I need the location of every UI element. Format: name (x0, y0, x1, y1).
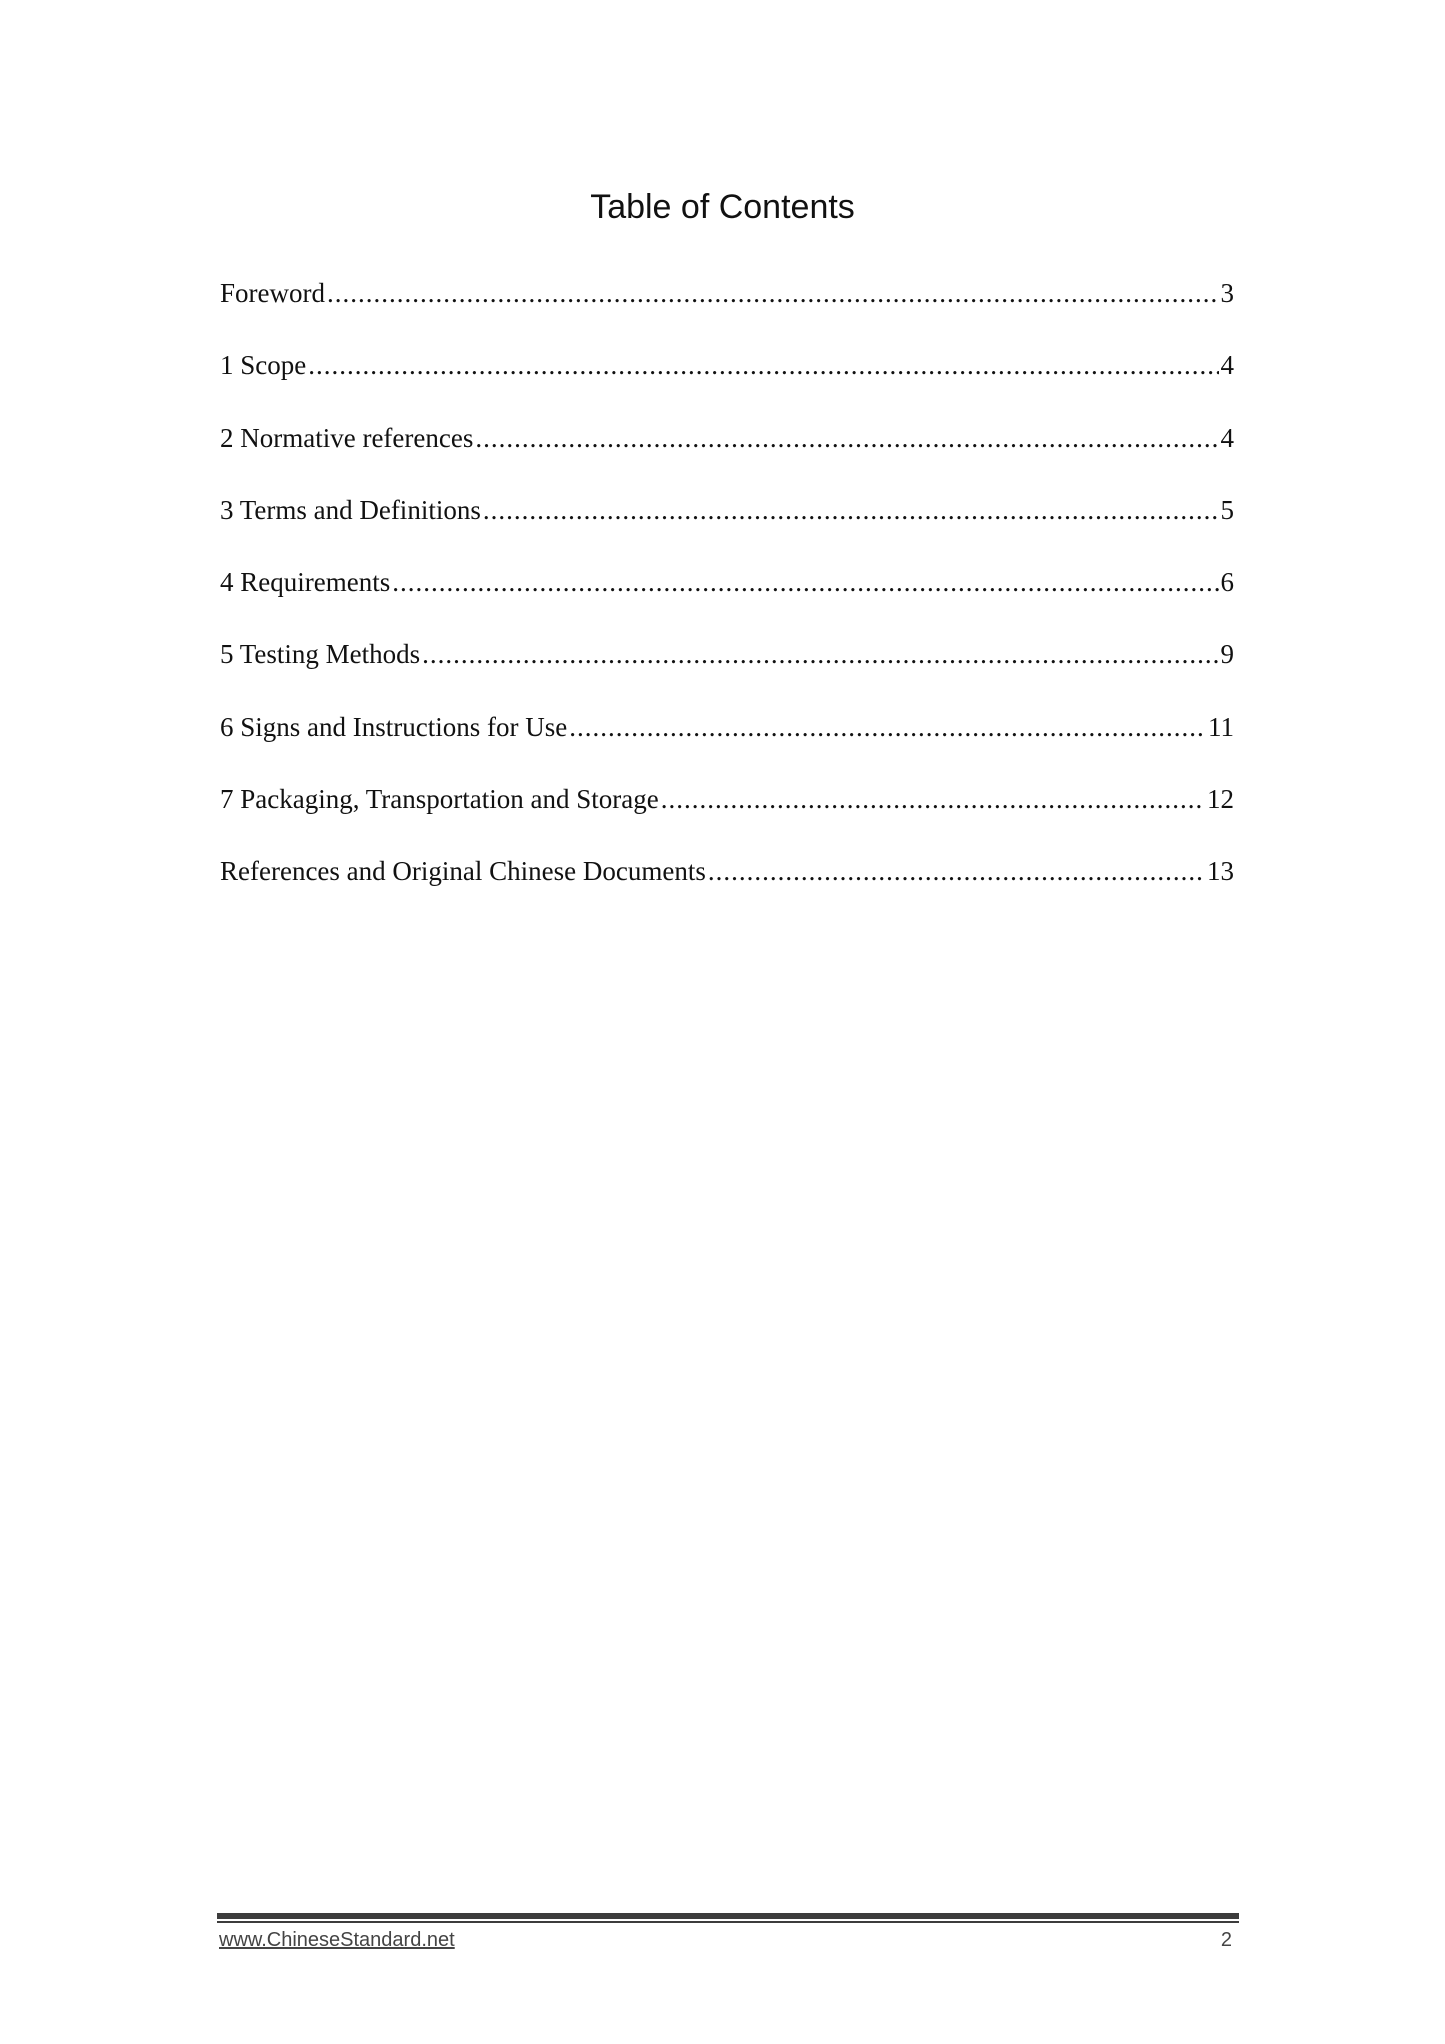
toc-entry-page: 9 (1220, 639, 1234, 670)
toc-dot-leader (392, 567, 1218, 598)
toc-dot-leader (475, 423, 1218, 454)
toc-entry-page: 4 (1220, 422, 1234, 453)
toc-entry-foreword[interactable] (220, 278, 1234, 350)
toc-entry-page: 4 (1220, 350, 1234, 381)
toc-entry-normative-references[interactable] (220, 423, 1234, 495)
footer-divider-thin (217, 1921, 1239, 1923)
toc-entry-label: 4 Requirements (220, 567, 391, 598)
toc-dot-leader (327, 278, 1219, 309)
toc-entry-label: Foreword (220, 278, 325, 308)
toc-title: Table of Contents (590, 188, 855, 226)
toc-entry-page: 11 (1208, 711, 1234, 742)
toc-dot-leader (483, 495, 1219, 526)
toc-entry-page: 5 (1220, 494, 1234, 525)
toc-entry-terms-and-definitions[interactable] (220, 495, 1234, 567)
footer-website-link[interactable]: www.ChineseStandard.net (219, 1929, 455, 1951)
toc-entry-label: References and Original Chinese Documents (220, 856, 706, 887)
toc-dot-leader (569, 712, 1206, 743)
toc-entry-label: 2 Normative references (220, 422, 474, 453)
toc-entry-scope[interactable] (220, 350, 1234, 422)
toc-dot-leader (708, 856, 1205, 887)
toc-entry-label: 7 Packaging, Transportation and Storage (220, 784, 659, 815)
toc-entry-label: 6 Signs and Instructions for Use (220, 711, 568, 742)
toc-entry-page: 13 (1207, 856, 1234, 887)
toc-entry-label: 3 Terms and Definitions (220, 494, 481, 525)
toc-entry-page: 3 (1220, 278, 1234, 308)
toc-dot-leader (422, 639, 1218, 670)
toc-dot-leader (661, 784, 1205, 815)
toc-entry-page: 12 (1207, 784, 1234, 815)
toc-entry-label: 1 Scope (220, 350, 307, 381)
toc-entry-signs-and-instructions[interactable] (220, 712, 1234, 784)
toc-dot-leader (308, 350, 1218, 381)
footer-divider (217, 1913, 1239, 1919)
toc-entry-testing-methods[interactable] (220, 639, 1234, 711)
toc-entry-packaging-transportation-storage[interactable] (220, 784, 1234, 856)
toc-entry-references-original-documents[interactable] (220, 856, 1234, 928)
toc-entry-page: 6 (1220, 567, 1234, 598)
footer-page-number: 2 (1220, 1929, 1232, 1951)
toc-entry-label: 5 Testing Methods (220, 639, 421, 670)
toc-list (220, 278, 1234, 929)
toc-entry-requirements[interactable] (220, 567, 1234, 639)
